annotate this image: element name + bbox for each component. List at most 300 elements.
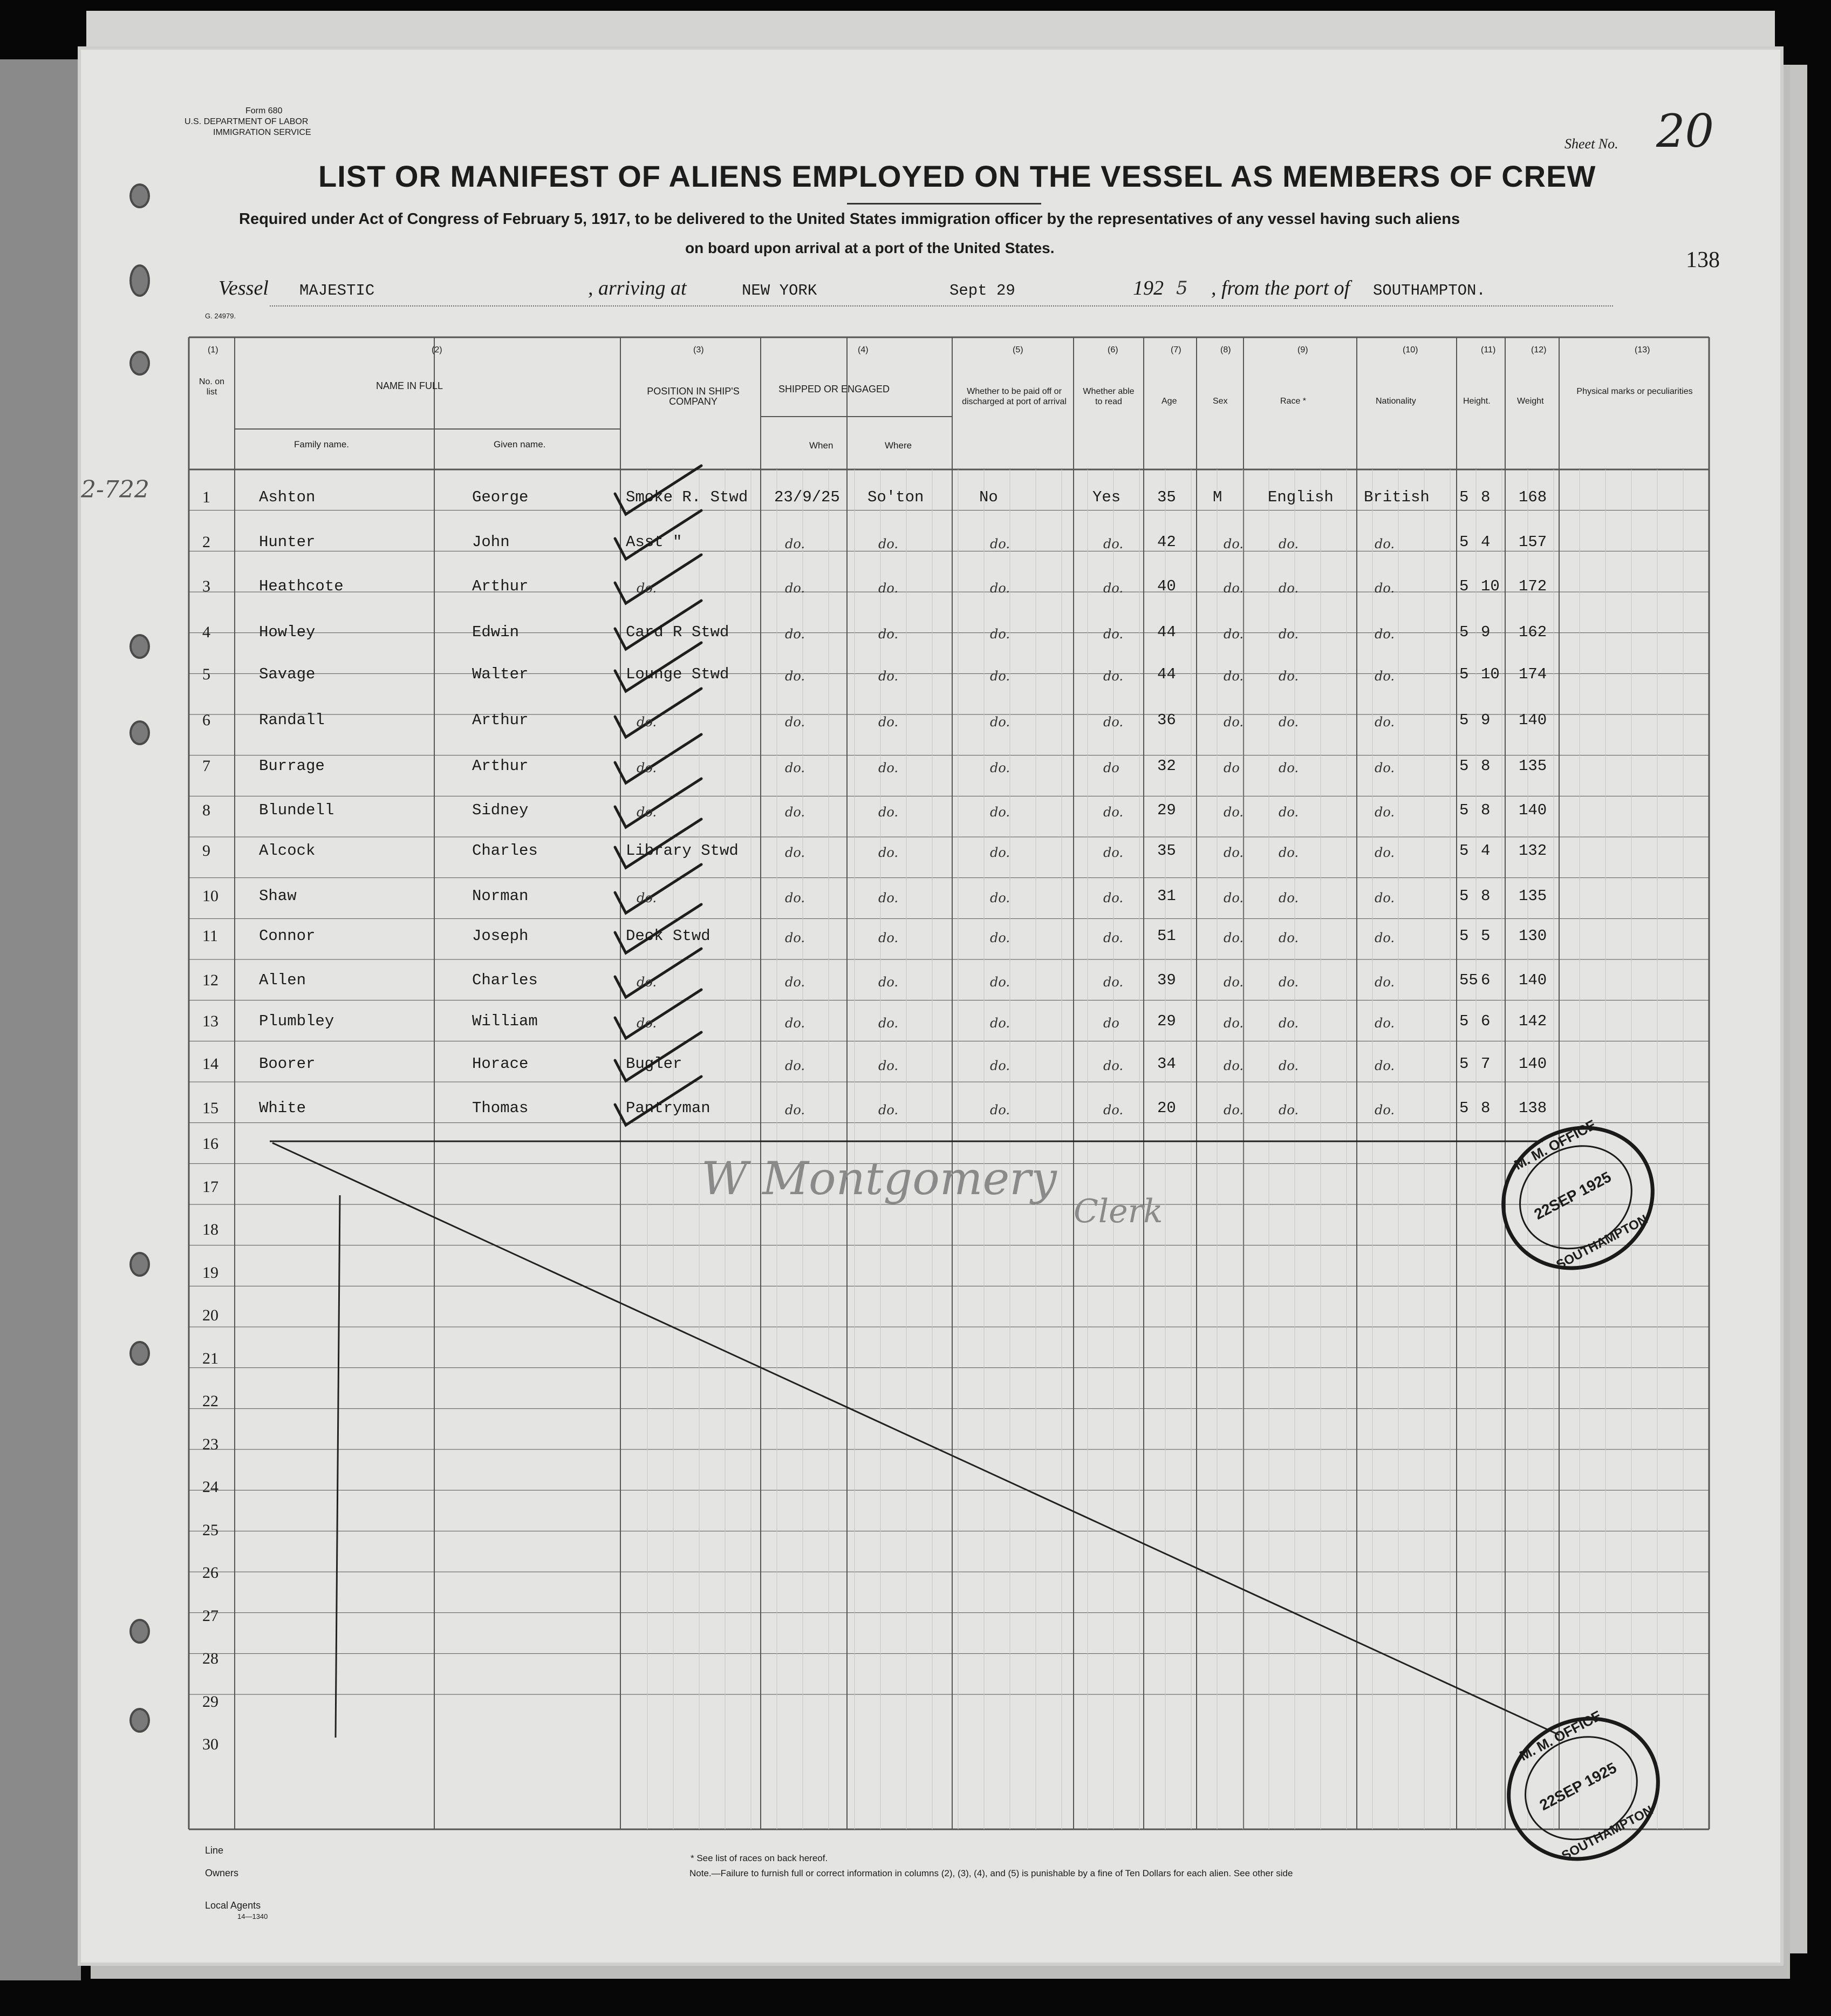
cell-sex: do.: [1224, 714, 1244, 730]
cell-hft: 55: [1459, 971, 1478, 989]
cell-weight: 140: [1519, 801, 1547, 819]
cell-read: do.: [1103, 890, 1124, 905]
cell-where: do.: [878, 805, 899, 820]
stamp-top-text: M. M. OFFICE: [1511, 1116, 1599, 1173]
cell-hin: 9: [1481, 623, 1491, 641]
cell-nat: do.: [1375, 890, 1395, 905]
departure-port: SOUTHAMPTON.: [1373, 282, 1486, 299]
cell-weight: 135: [1519, 757, 1547, 775]
cell-no: 9: [202, 842, 210, 860]
cell-weight: 142: [1519, 1012, 1547, 1030]
footer-race-note: * See list of races on back hereof.: [691, 1853, 828, 1863]
stamp2-bottom-text: SOUTHAMPTON: [1559, 1803, 1656, 1864]
cell-family: Howley: [259, 623, 316, 641]
col-header-sex: Sex: [1213, 397, 1228, 406]
column-number: (3): [693, 345, 704, 355]
cell-no: 14: [202, 1055, 218, 1073]
cell-weight: 140: [1519, 971, 1547, 989]
col-header-when: When: [809, 440, 833, 451]
column-number: (9): [1297, 345, 1308, 355]
cancel-vertical: [336, 1195, 340, 1738]
cell-no: 13: [202, 1012, 218, 1030]
row-number: 24: [202, 1478, 218, 1496]
cell-read: do.: [1103, 1102, 1124, 1118]
cell-sex: do.: [1224, 626, 1244, 642]
cell-weight: 130: [1519, 927, 1547, 945]
row-number: 28: [202, 1650, 218, 1667]
cell-position: do.: [637, 975, 657, 990]
cell-no: 15: [202, 1099, 218, 1117]
cell-race: do.: [1279, 845, 1299, 860]
cell-when: do.: [785, 760, 805, 775]
check-mark: [615, 949, 701, 997]
cell-hft: 5: [1459, 665, 1469, 683]
cell-where: do.: [878, 1102, 899, 1118]
form-number: Form 680: [245, 106, 283, 115]
cell-hin: 10: [1481, 665, 1500, 683]
cell-nat: do.: [1375, 805, 1395, 820]
check-mark: [615, 689, 701, 737]
row-number: 18: [202, 1221, 218, 1238]
cell-read: do.: [1103, 626, 1124, 642]
cell-family: Allen: [259, 971, 306, 989]
cell-weight: 162: [1519, 623, 1547, 641]
cell-position: Card R Stwd: [626, 623, 729, 641]
cell-age: 20: [1157, 1099, 1176, 1117]
col-header-nationality: Nationality: [1376, 397, 1416, 406]
cell-no: 7: [202, 757, 210, 775]
cell-age: 51: [1157, 927, 1176, 945]
cell-no: 5: [202, 665, 210, 683]
check-mark: [615, 779, 701, 827]
cell-given: Charles: [472, 842, 538, 860]
cell-position: do.: [637, 760, 657, 775]
cell-paid: No: [979, 488, 998, 506]
cell-sex: do.: [1224, 805, 1244, 820]
col-header-name: NAME IN FULL: [376, 380, 443, 391]
row-number: 20: [202, 1306, 218, 1324]
cell-read: Yes: [1092, 488, 1121, 506]
footer-owners: Owners: [205, 1868, 239, 1878]
cell-when: do.: [785, 930, 805, 945]
row-number: 23: [202, 1435, 218, 1453]
cell-hft: 5: [1459, 887, 1469, 905]
cell-weight: 140: [1519, 1055, 1547, 1073]
col-header-given: Given name.: [494, 439, 546, 449]
col-header-family: Family name.: [294, 439, 350, 449]
column-number: (11): [1481, 345, 1496, 355]
cell-read: do.: [1103, 536, 1124, 551]
cell-hft: 5: [1459, 711, 1469, 729]
cell-sex: M: [1213, 488, 1222, 506]
cell-given: Walter: [472, 665, 529, 683]
stamp2-date: 22SEP 1925: [1536, 1759, 1620, 1814]
cell-paid: do.: [990, 760, 1010, 775]
row-number: 25: [202, 1521, 218, 1539]
cell-race: do.: [1279, 536, 1299, 551]
signature-name: W Montgomery: [701, 1152, 1057, 1205]
column-number: (5): [1013, 345, 1023, 355]
cell-age: 35: [1157, 488, 1176, 506]
row-number: 27: [202, 1606, 218, 1625]
col-header-age: Age: [1162, 397, 1177, 406]
margin-annotation: 2-722: [81, 476, 149, 503]
cell-sex: do.: [1224, 536, 1244, 551]
cell-weight: 168: [1519, 488, 1547, 506]
cell-read: do.: [1103, 805, 1124, 820]
footer-code: 14—1340: [237, 1912, 268, 1920]
cell-family: Burrage: [259, 757, 325, 775]
cell-read: do: [1103, 760, 1119, 775]
cell-paid: do.: [990, 669, 1010, 684]
cell-given: Joseph: [472, 927, 529, 945]
cell-hin: 6: [1481, 971, 1491, 989]
cell-age: 29: [1157, 801, 1176, 819]
cell-given: Arthur: [472, 711, 529, 729]
cell-race: do.: [1279, 805, 1299, 820]
cell-when: 23/9/25: [774, 488, 840, 506]
arrival-port: NEW YORK: [742, 282, 817, 299]
cell-when: do.: [785, 1016, 805, 1031]
cell-when: do.: [785, 845, 805, 860]
cell-hft: 5: [1459, 757, 1469, 775]
cell-when: do.: [785, 626, 805, 642]
cell-weight: 172: [1519, 577, 1547, 595]
cell-race: do.: [1279, 1058, 1299, 1073]
cell-read: do.: [1103, 930, 1124, 945]
cell-hin: 8: [1481, 757, 1491, 775]
stamp-date: 22SEP 1925: [1531, 1168, 1614, 1223]
check-mark: [615, 864, 701, 913]
col-header-race: Race *: [1280, 397, 1307, 406]
column-number: (2): [432, 345, 442, 355]
cell-read: do.: [1103, 1058, 1124, 1073]
cell-nat: do.: [1375, 626, 1395, 642]
sheet-label: Sheet No.: [1564, 136, 1618, 152]
vessel-name: MAJESTIC: [299, 282, 375, 299]
cell-age: 36: [1157, 711, 1176, 729]
cell-sex: do.: [1224, 930, 1244, 945]
cell-read: do.: [1103, 581, 1124, 596]
cell-paid: do.: [990, 930, 1010, 945]
cell-sex: do.: [1224, 1016, 1244, 1031]
cell-nat: do.: [1375, 930, 1395, 945]
check-mark: [615, 734, 701, 783]
cell-position: Smoke R. Stwd: [626, 488, 748, 506]
cell-given: Edwin: [472, 623, 520, 641]
subtitle-line-2: on board upon arrival at a port of the United States.: [685, 240, 1055, 256]
page-number: 138: [1686, 248, 1720, 273]
cell-weight: 138: [1519, 1099, 1547, 1117]
row-number: 17: [202, 1177, 218, 1196]
col-header-no: No. on list: [199, 377, 225, 397]
cell-nat: do.: [1375, 581, 1395, 596]
manifest-title: LIST OR MANIFEST OF ALIENS EMPLOYED ON THE VESSEL AS MEMBERS OF CREW: [318, 159, 1596, 193]
cell-no: 11: [202, 927, 218, 945]
arrival-year: 192: [1133, 277, 1164, 299]
cell-position: Deck Stwd: [626, 927, 710, 945]
cell-race: do.: [1279, 890, 1299, 905]
cell-position: Lounge Stwd: [626, 665, 729, 683]
cell-weight: 140: [1519, 711, 1547, 729]
cell-hin: 10: [1481, 577, 1500, 595]
cell-family: Randall: [259, 711, 325, 729]
cell-given: Arthur: [472, 757, 529, 775]
department: U.S. DEPARTMENT OF LABOR: [185, 117, 309, 126]
cell-paid: do.: [990, 890, 1010, 905]
cell-age: 42: [1157, 533, 1176, 551]
cell-paid: do.: [990, 1102, 1010, 1118]
cell-hin: 4: [1481, 842, 1491, 860]
cell-position: Bugler: [626, 1055, 682, 1073]
cell-no: 1: [202, 488, 210, 506]
cell-paid: do.: [990, 845, 1010, 860]
row-number: 16: [202, 1135, 218, 1153]
signature-title: Clerk: [1074, 1193, 1163, 1230]
cell-given: Arthur: [472, 577, 529, 595]
cell-read: do: [1103, 1016, 1119, 1031]
cell-age: 44: [1157, 665, 1176, 683]
cell-when: do.: [785, 1058, 805, 1073]
arrival-year-digit: 5: [1176, 277, 1188, 299]
cell-where: do.: [878, 714, 899, 730]
cell-no: 6: [202, 711, 210, 729]
cell-age: 32: [1157, 757, 1176, 775]
cell-given: George: [472, 488, 529, 506]
cell-hin: 8: [1481, 1099, 1491, 1117]
cell-position: do.: [637, 805, 657, 820]
cell-hft: 5: [1459, 1055, 1469, 1073]
cell-given: Norman: [472, 887, 529, 905]
cell-family: Ashton: [259, 488, 316, 506]
cell-where: do.: [878, 975, 899, 990]
cell-no: 8: [202, 801, 210, 819]
column-number: (6): [1108, 345, 1118, 355]
cell-position: Library Stwd: [626, 842, 739, 860]
column-number: (7): [1171, 345, 1181, 355]
cell-given: Thomas: [472, 1099, 529, 1117]
cell-paid: do.: [990, 975, 1010, 990]
service: IMMIGRATION SERVICE: [213, 128, 311, 137]
col-header-paid-off: Whether to be paid off or discharged at port of arrival: [962, 387, 1067, 406]
col-header-position: POSITION IN SHIP'S COMPANY: [647, 386, 740, 407]
cell-when: do.: [785, 536, 805, 551]
cell-nat: do.: [1375, 669, 1395, 684]
cell-position: do.: [637, 714, 657, 730]
footer-line: Line: [205, 1845, 224, 1856]
cell-hft: 5: [1459, 577, 1469, 595]
stamp-bottom-text: SOUTHAMPTON: [1554, 1212, 1650, 1273]
col-header-weight: Weight: [1517, 397, 1544, 406]
cell-family: Savage: [259, 665, 316, 683]
col-header-height: Height.: [1463, 397, 1491, 406]
cell-race: do.: [1279, 975, 1299, 990]
cell-where: do.: [878, 626, 899, 642]
cell-position: Asst ": [626, 533, 682, 551]
col-header-physical: Physical marks or peculiarities: [1576, 387, 1693, 396]
cell-nat: do.: [1375, 760, 1395, 775]
form-code: G. 24979.: [205, 312, 236, 320]
cell-race: do.: [1279, 714, 1299, 730]
cell-sex: do.: [1224, 581, 1244, 596]
check-mark: [615, 555, 701, 603]
cell-sex: do.: [1224, 890, 1244, 905]
row-number: 22: [202, 1392, 218, 1410]
cell-sex: do.: [1224, 975, 1244, 990]
cell-no: 2: [202, 533, 210, 551]
cell-given: Sidney: [472, 801, 529, 819]
from-port-label: , from the port of: [1211, 277, 1350, 299]
cell-sex: do: [1224, 760, 1240, 775]
cell-hin: 8: [1481, 887, 1491, 905]
column-number: (4): [858, 345, 869, 355]
cell-age: 40: [1157, 577, 1176, 595]
cell-hft: 5: [1459, 1012, 1469, 1030]
cell-given: John: [472, 533, 510, 551]
cell-when: do.: [785, 805, 805, 820]
cell-hin: 8: [1481, 801, 1491, 819]
cell-hft: 5: [1459, 927, 1469, 945]
cell-age: 34: [1157, 1055, 1176, 1073]
cell-age: 31: [1157, 887, 1176, 905]
cell-paid: do.: [990, 805, 1010, 820]
cell-race: do.: [1279, 626, 1299, 642]
column-number: (13): [1635, 345, 1650, 355]
cell-read: do.: [1103, 975, 1124, 990]
cell-where: do.: [878, 930, 899, 945]
cell-sex: do.: [1224, 669, 1244, 684]
cell-race: do.: [1279, 581, 1299, 596]
cell-family: Shaw: [259, 887, 297, 905]
cell-where: do.: [878, 760, 899, 775]
cell-sex: do.: [1224, 1102, 1244, 1118]
col-header-read: Whether able to read: [1083, 387, 1135, 406]
cell-family: White: [259, 1099, 306, 1117]
cell-hin: 6: [1481, 1012, 1491, 1030]
cell-sex: do.: [1224, 1058, 1244, 1073]
cell-race: do.: [1279, 1102, 1299, 1118]
footer-agents: Local Agents: [205, 1900, 261, 1911]
cell-nat: do.: [1375, 845, 1395, 860]
column-number: (10): [1403, 345, 1418, 355]
cell-given: Horace: [472, 1055, 529, 1073]
cell-read: do.: [1103, 845, 1124, 860]
cell-where: do.: [878, 1016, 899, 1031]
cell-hft: 5: [1459, 533, 1469, 551]
cell-where: do.: [878, 581, 899, 596]
col-header-where: Where: [885, 440, 912, 451]
cell-family: Plumbley: [259, 1012, 334, 1030]
cell-position: do.: [637, 581, 657, 596]
cell-paid: do.: [990, 536, 1010, 551]
cell-when: do.: [785, 890, 805, 905]
row-number: 21: [202, 1349, 218, 1367]
cell-when: do.: [785, 975, 805, 990]
cell-nat: do.: [1375, 714, 1395, 730]
cell-nat: do.: [1375, 1016, 1395, 1031]
cell-hin: 5: [1481, 927, 1491, 945]
sheet-number: 20: [1656, 105, 1714, 158]
row-number: 26: [202, 1564, 218, 1582]
cell-where: do.: [878, 1058, 899, 1073]
vessel-label: Vessel: [218, 277, 269, 299]
cell-hft: 5: [1459, 842, 1469, 860]
cancel-diagonal: [272, 1143, 1559, 1735]
cell-no: 12: [202, 971, 218, 989]
cell-no: 4: [202, 623, 210, 641]
cell-paid: do.: [990, 581, 1010, 596]
cell-family: Alcock: [259, 842, 316, 860]
cell-position: do.: [637, 890, 657, 905]
cell-nat: do.: [1375, 975, 1395, 990]
cell-family: Hunter: [259, 533, 316, 551]
cell-race: do.: [1279, 669, 1299, 684]
cell-read: do.: [1103, 669, 1124, 684]
cell-paid: do.: [990, 714, 1010, 730]
cell-hft: 5: [1459, 623, 1469, 641]
cell-weight: 157: [1519, 533, 1547, 551]
cell-race: do.: [1279, 1016, 1299, 1031]
cell-no: 3: [202, 577, 210, 595]
column-number: (1): [208, 345, 218, 355]
cell-race: do.: [1279, 930, 1299, 945]
cell-hft: 5: [1459, 488, 1469, 506]
row-number: 19: [202, 1263, 218, 1282]
cell-race: do.: [1279, 760, 1299, 775]
cell-weight: 174: [1519, 665, 1547, 683]
cell-nat: do.: [1375, 1058, 1395, 1073]
cell-hin: 8: [1481, 488, 1491, 506]
cell-age: 35: [1157, 842, 1176, 860]
cell-given: William: [472, 1012, 538, 1030]
column-number: (12): [1531, 345, 1547, 355]
stamp2-top-text: M. M. OFFICE: [1516, 1707, 1604, 1764]
cell-family: Connor: [259, 927, 316, 945]
cell-hft: 5: [1459, 801, 1469, 819]
cell-nat: do.: [1375, 536, 1395, 551]
row-number: 29: [202, 1692, 218, 1711]
col-header-shipped: SHIPPED OR ENGAGED: [778, 384, 890, 394]
cell-position: Pantryman: [626, 1099, 710, 1117]
cell-where: do.: [878, 669, 899, 684]
footer-note: Note.—Failure to furnish full or correct information in columns (2), (3), (4), and (5) is punishable by a fine of Ten Dollars for each alien. See other side: [689, 1868, 1293, 1878]
cell-when: do.: [785, 714, 805, 730]
cell-family: Heathcote: [259, 577, 344, 595]
cell-age: 39: [1157, 971, 1176, 989]
cell-family: Boorer: [259, 1055, 316, 1073]
cell-hin: 9: [1481, 711, 1491, 729]
cell-age: 29: [1157, 1012, 1176, 1030]
row-number: 30: [202, 1735, 218, 1753]
cell-paid: do.: [990, 626, 1010, 642]
cell-race: English: [1268, 488, 1334, 506]
cell-hin: 7: [1481, 1055, 1491, 1073]
cell-nat: do.: [1375, 1102, 1395, 1118]
cell-where: So'ton: [867, 488, 924, 506]
arrival-date: Sept 29: [949, 282, 1015, 299]
cell-when: do.: [785, 1102, 805, 1118]
subtitle-line-1: Required under Act of Congress of February 5, 1917, to be delivered to the United States immigration officer by the representatives of any vessel having such aliens: [239, 210, 1460, 228]
cell-weight: 135: [1519, 887, 1547, 905]
cell-where: do.: [878, 845, 899, 860]
cell-where: do.: [878, 536, 899, 551]
cell-family: Blundell: [259, 801, 334, 819]
cell-paid: do.: [990, 1016, 1010, 1031]
cell-when: do.: [785, 581, 805, 596]
column-number: (8): [1220, 345, 1231, 355]
cell-read: do.: [1103, 714, 1124, 730]
cell-paid: do.: [990, 1058, 1010, 1073]
